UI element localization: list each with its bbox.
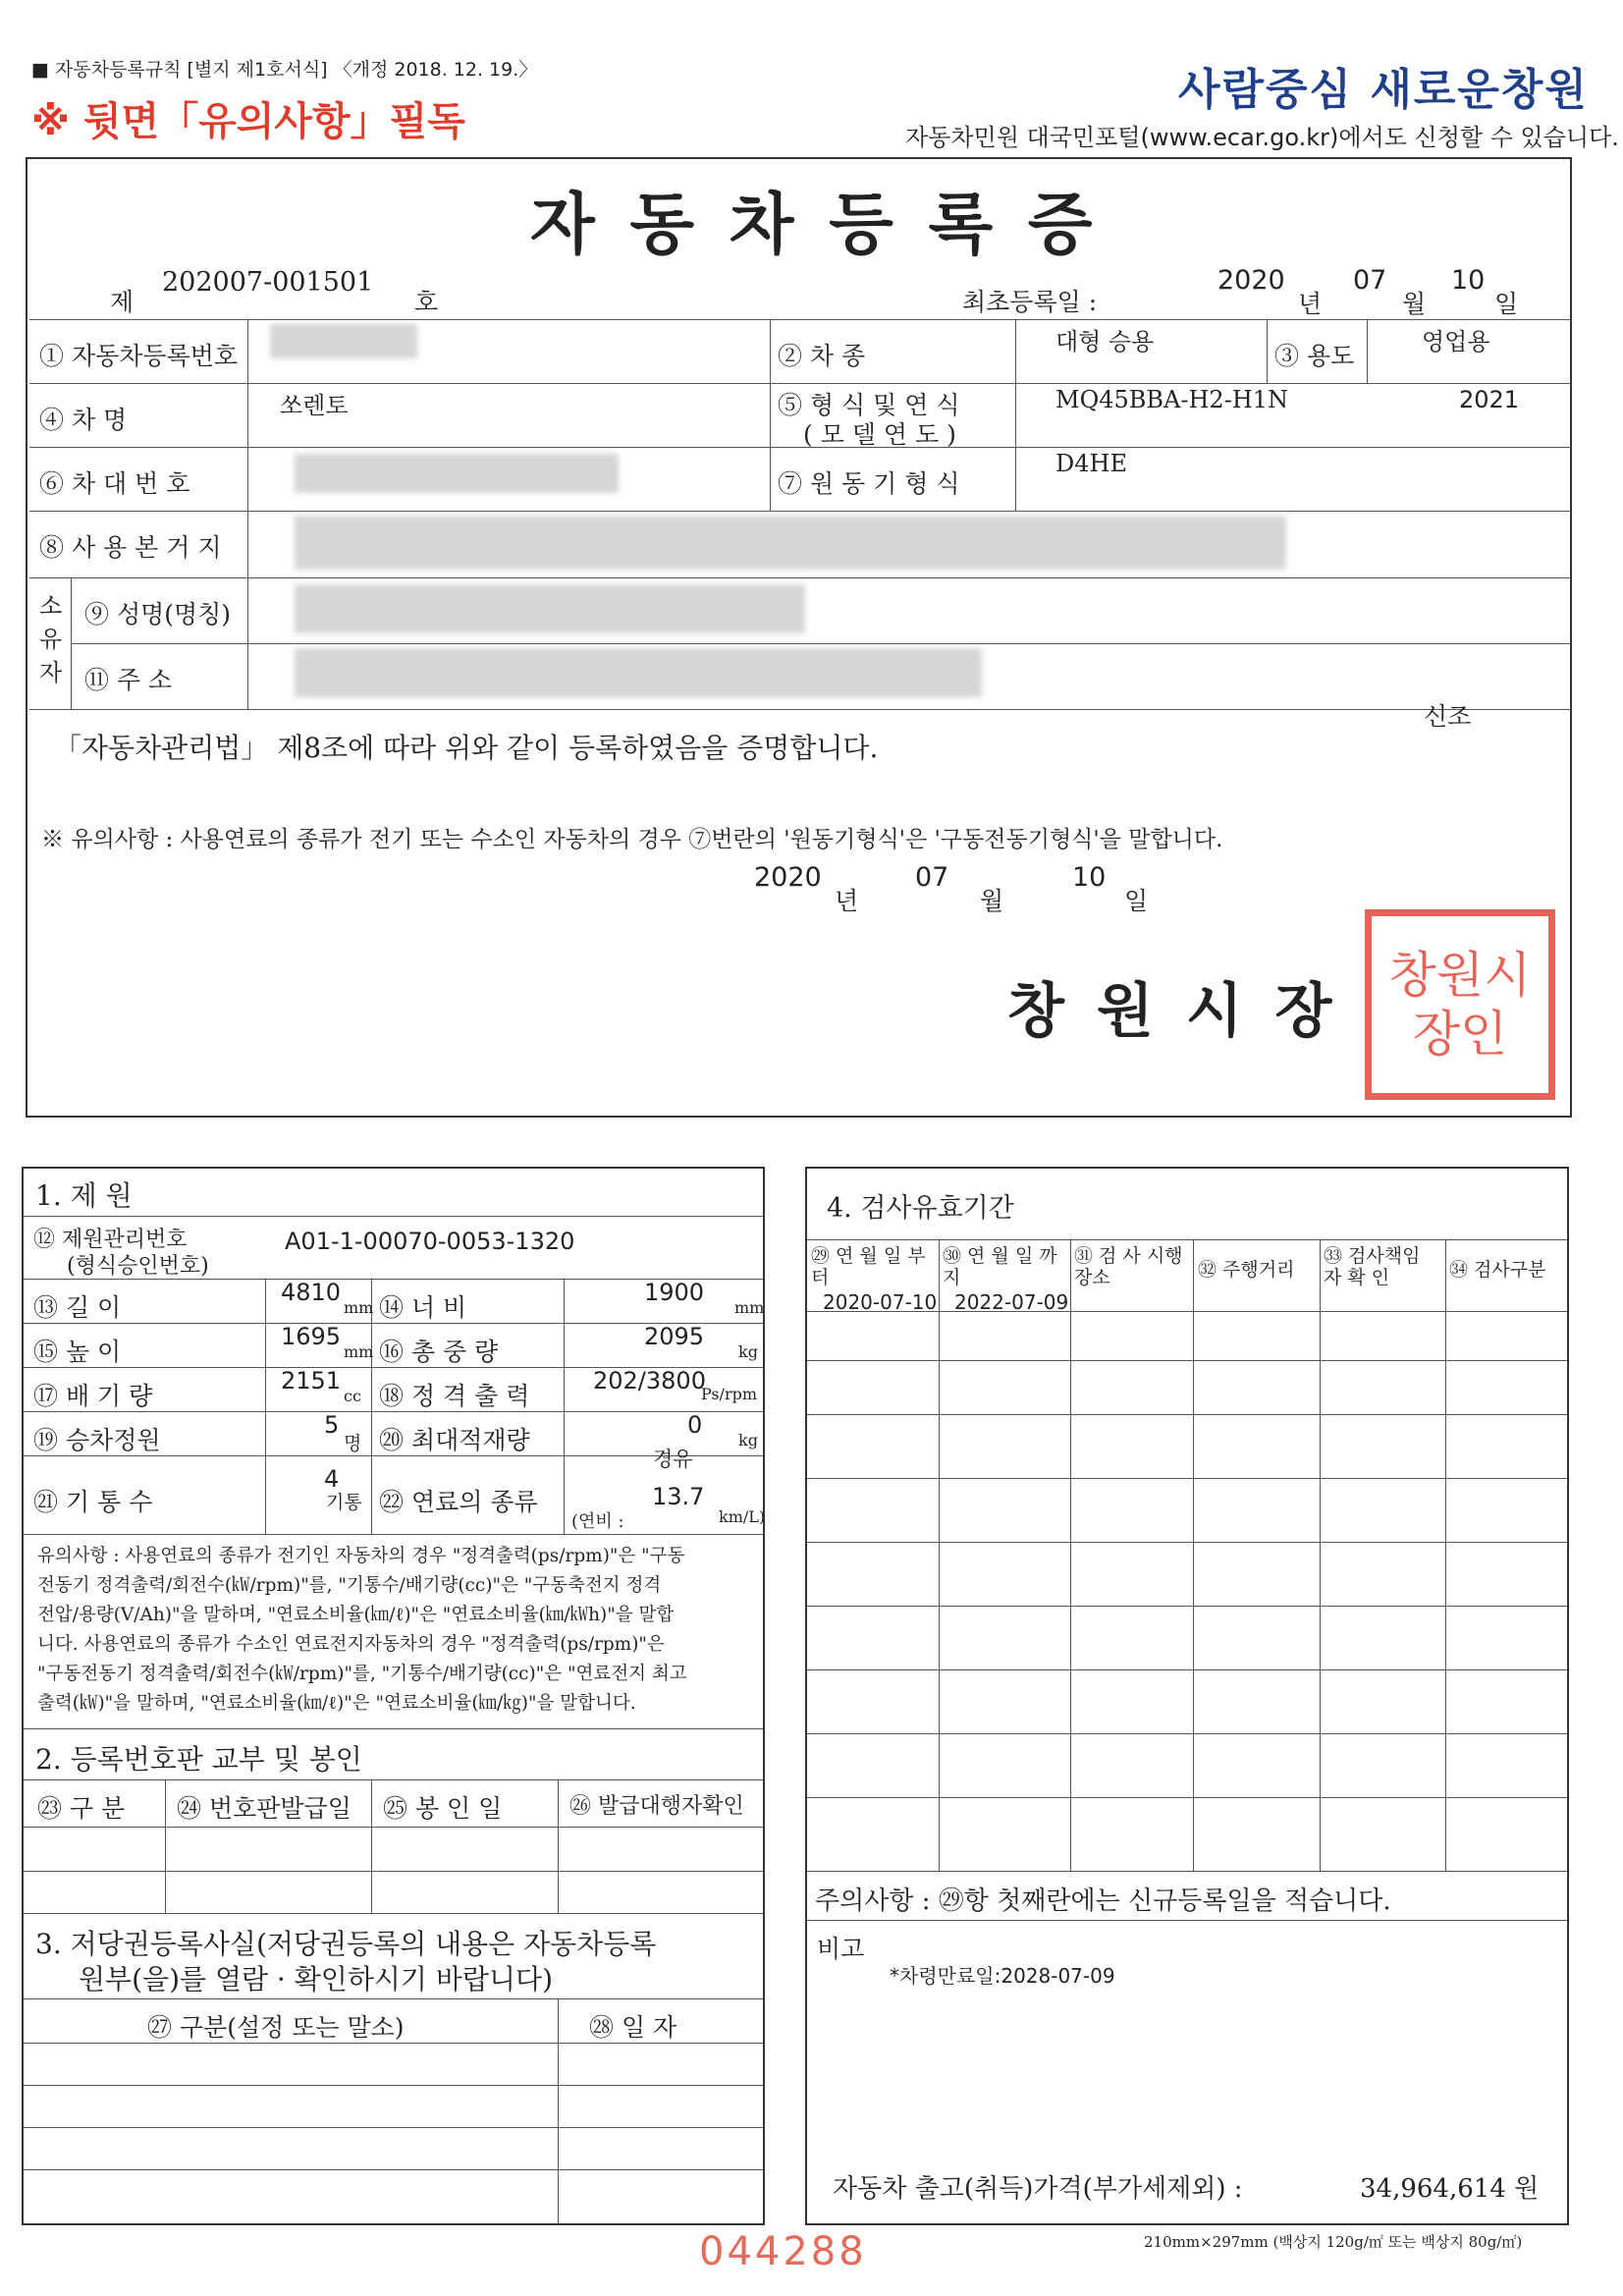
- spec-note-line: 전동기 정격출력/회전수(㎾/rpm)"를, "기통수/배기량(cc)"은 "구동축전지 정격: [37, 1575, 662, 1596]
- model-year-value: 2021: [1459, 386, 1520, 413]
- displacement-unit: cc: [344, 1387, 361, 1405]
- ecar-notice: 자동차민원 대국민포털(www.ecar.go.kr)에서도 신청할 수 있습니다.: [905, 124, 1619, 151]
- vehicle-type-value: 대형 승용: [1055, 328, 1155, 355]
- plate-col-division: ㉓ 구 분: [37, 1794, 126, 1823]
- seats-unit: 명: [344, 1433, 362, 1454]
- fuel-efficiency-unit: km/L): [719, 1507, 766, 1526]
- insp-col-inspector: ㉝ 검사책임 자 확 인: [1324, 1245, 1421, 1288]
- rated-output-label: ⑱ 정 격 출 력: [379, 1382, 530, 1410]
- usage-label: ③ 용도: [1274, 342, 1355, 370]
- redacted-owner-address: [295, 648, 982, 697]
- certificate-box: [26, 157, 1572, 1118]
- mayor-title: 창 원 시 장: [1007, 977, 1338, 1046]
- rated-output-value: 202/3800: [593, 1367, 706, 1394]
- gross-weight-label: ⑯ 총 중 량: [379, 1338, 499, 1366]
- remarks-label: 비고: [817, 1935, 865, 1963]
- reg-no: 202007-001501: [162, 267, 374, 298]
- spec-note-line: 전압/용량(V/Ah)"을 말하며, "연료소비율(㎞/ℓ)"은 "연료소비율(㎞/㎾h)"을 말합: [37, 1605, 675, 1625]
- width-label: ⑭ 너 비: [379, 1293, 467, 1322]
- back-notice: ※ 뒷면「유의사항」필독: [31, 99, 465, 144]
- seats-value: 5: [324, 1411, 340, 1439]
- remarks-value: *차령만료일:2028-07-09: [890, 1964, 1115, 1988]
- mortgage-col-type: ㉗ 구분(설정 또는 말소): [147, 2013, 405, 2042]
- height-value: 1695: [281, 1323, 342, 1350]
- plate-col-issue-date: ㉔ 번호판발급일: [177, 1794, 352, 1823]
- plate-col-agent-confirm: ㉖ 발급대행자확인: [569, 1794, 744, 1819]
- length-unit: mm: [344, 1298, 374, 1317]
- insp-row1-to: 2022-07-09: [954, 1290, 1069, 1314]
- reg-no-prefix: 제: [110, 288, 135, 316]
- redacted-owner-name: [295, 584, 805, 633]
- redacted-garage-address: [295, 516, 1286, 570]
- spec-note-line: 니다. 사용연료의 종류가 수소인 연료전지자동차의 경우 "정격출력(ps/rpm)"은: [37, 1634, 665, 1655]
- engine-type-label: ⑦ 원 동 기 형 식: [778, 469, 960, 498]
- rated-output-unit: Ps/rpm: [701, 1385, 757, 1403]
- model-year-label: ⑤ 형 식 및 연 식: [778, 391, 960, 419]
- max-load-label: ⑳ 최대적재량: [379, 1426, 530, 1454]
- seal-text: 창원시장인: [1388, 947, 1532, 1063]
- first-reg-label: 최초등록일 :: [962, 288, 1098, 316]
- max-load-value: 0: [687, 1411, 703, 1439]
- regulation-text: ■ 자동차등록규칙 [별지 제1호서식] 〈개정 2018. 12. 19.〉: [31, 59, 538, 81]
- insp-col-mileage: ㉜ 주행거리: [1198, 1259, 1295, 1281]
- insp-col-from: ㉙ 연 월 일 부 터: [811, 1245, 926, 1288]
- garage-label: ⑧ 사 용 본 거 지: [39, 533, 222, 562]
- spec-section-title: 1. 제 원: [35, 1179, 133, 1212]
- city-slogan-logo: 사람중심 새로운창원: [1178, 65, 1589, 115]
- vehicle-type-label: ② 차 종: [778, 342, 866, 370]
- insp-col-type: ㉞ 검사구분: [1449, 1259, 1546, 1281]
- length-value: 4810: [281, 1279, 342, 1306]
- issue-month-unit: 월: [980, 887, 1004, 915]
- model-value: MQ45BBA-H2-H1N: [1055, 386, 1289, 413]
- owner-address-label: ⑪ 주 소: [84, 666, 173, 694]
- height-label: ⑮ 높 이: [33, 1338, 122, 1366]
- model-year-label-2: ( 모 델 연 도 ): [803, 420, 956, 449]
- price-value: 34,964,614 원: [1360, 2174, 1540, 2204]
- vin-label: ⑥ 차 대 번 호: [39, 469, 190, 498]
- plate-section-title: 2. 등록번호판 교부 및 봉인: [35, 1743, 362, 1776]
- spec-note-line: 출력(㎾)"을 말하며, "연료소비율(㎞/ℓ)"은 "연료소비율(㎞/㎏)"을 말합니다.: [37, 1693, 636, 1714]
- first-reg-day: 10: [1451, 265, 1486, 296]
- fuel-efficiency-value: 13.7: [652, 1483, 705, 1510]
- first-reg-year: 2020: [1217, 265, 1285, 296]
- length-label: ⑬ 길 이: [33, 1293, 122, 1322]
- spec-note-line: 유의사항 : 사용연료의 종류가 전기인 자동차의 경우 "정격출력(ps/rpm)"은 "구동: [37, 1546, 685, 1566]
- seats-label: ⑲ 승차정원: [33, 1426, 161, 1454]
- paper-spec: 210mm×297mm (백상지 120g/㎡ 또는 백상지 80g/㎡): [1144, 2233, 1523, 2251]
- issue-month: 07: [915, 862, 949, 893]
- inspection-section-title: 4. 검사유효기간: [827, 1193, 1014, 1224]
- insp-col-place: ㉛ 검 사 시행장소: [1074, 1245, 1183, 1288]
- serial-number: 044288: [699, 2229, 867, 2274]
- redacted-vin: [295, 454, 619, 493]
- mortgage-col-date: ㉘ 일 자: [589, 2013, 677, 2042]
- first-reg-month: 07: [1353, 265, 1387, 296]
- new-build-text: 신조: [1424, 702, 1472, 731]
- owner-name-label: ⑨ 성명(명칭): [84, 600, 232, 629]
- displacement-label: ⑰ 배 기 량: [33, 1382, 153, 1410]
- spec-mgmt-value: A01-1-00070-0053-1320: [285, 1228, 575, 1255]
- certificate-caution: ※ 유의사항 : 사용연료의 종류가 전기 또는 수소인 자동차의 경우 ⑦번란의 '원동기형식'은 '구동전동기형식'을 말합니다.: [41, 827, 1223, 852]
- inspection-panel: [805, 1167, 1569, 2225]
- gross-weight-unit: kg: [738, 1342, 758, 1361]
- issue-year: 2020: [754, 862, 822, 893]
- official-seal: [1365, 909, 1555, 1100]
- year-unit: 년: [1298, 290, 1323, 318]
- engine-type-value: D4HE: [1055, 450, 1127, 477]
- month-unit: 월: [1402, 290, 1427, 318]
- issue-day: 10: [1072, 862, 1107, 893]
- cylinders-label: ㉑ 기 통 수: [33, 1488, 153, 1516]
- fuel-type-value: 경유: [653, 1448, 693, 1471]
- width-value: 1900: [644, 1279, 705, 1306]
- usage-value: 영업용: [1422, 328, 1490, 355]
- width-unit: mm: [734, 1298, 765, 1317]
- certify-text: 「자동차관리법」 제8조에 따라 위와 같이 등록하였음을 증명합니다.: [54, 732, 879, 764]
- issue-year-unit: 년: [835, 887, 859, 915]
- max-load-unit: kg: [738, 1431, 758, 1449]
- cylinders-value: 4: [324, 1465, 340, 1493]
- plate-col-seal-date: ㉕ 봉 인 일: [383, 1794, 503, 1823]
- gross-weight-value: 2095: [644, 1323, 705, 1350]
- cylinders-unit: 기통: [326, 1492, 362, 1513]
- redacted-reg-number: [270, 324, 417, 358]
- vehicle-name-label: ④ 차 명: [39, 406, 128, 434]
- insp-col-to: ㉚ 연 월 일 까 지: [943, 1245, 1057, 1288]
- insp-row1-from: 2020-07-10: [823, 1290, 938, 1314]
- mortgage-title-2: 원부(을)를 열람 · 확인하시기 바랍니다): [79, 1963, 553, 1995]
- reg-number-label: ① 자동차등록번호: [39, 342, 238, 370]
- fuel-efficiency-label: (연비 :: [571, 1511, 624, 1532]
- mortgage-title-1: 3. 저당권등록사실(저당권등록의 내용은 자동차등록: [35, 1928, 657, 1960]
- fuel-type-label: ㉒ 연료의 종류: [379, 1488, 538, 1516]
- day-unit: 일: [1494, 290, 1519, 318]
- certificate-title: 자 동 차 등 록 증: [530, 186, 1099, 264]
- displacement-value: 2151: [281, 1367, 342, 1394]
- price-label: 자동차 출고(취득)가격(부가세제외) :: [833, 2174, 1243, 2204]
- vehicle-name-value: 쏘렌토: [280, 392, 349, 419]
- spec-mgmt-label: ⑫ 제원관리번호: [33, 1228, 188, 1252]
- spec-note: [37, 1542, 687, 1719]
- inspection-caution: 주의사항 : ㉙항 첫째란에는 신규등록일을 적습니다.: [815, 1886, 1391, 1916]
- reg-no-suffix: 호: [414, 288, 439, 316]
- issue-day-unit: 일: [1124, 887, 1149, 915]
- spec-note-line: "구동전동기 정격출력/회전수(㎾/rpm)"를, "기통수/배기량(cc)"은 "연료전지 최고: [37, 1664, 687, 1684]
- height-unit: mm: [344, 1342, 374, 1361]
- owner-label: 소유자: [39, 592, 63, 686]
- spec-mgmt-label-2: (형식승인번호): [67, 1254, 209, 1279]
